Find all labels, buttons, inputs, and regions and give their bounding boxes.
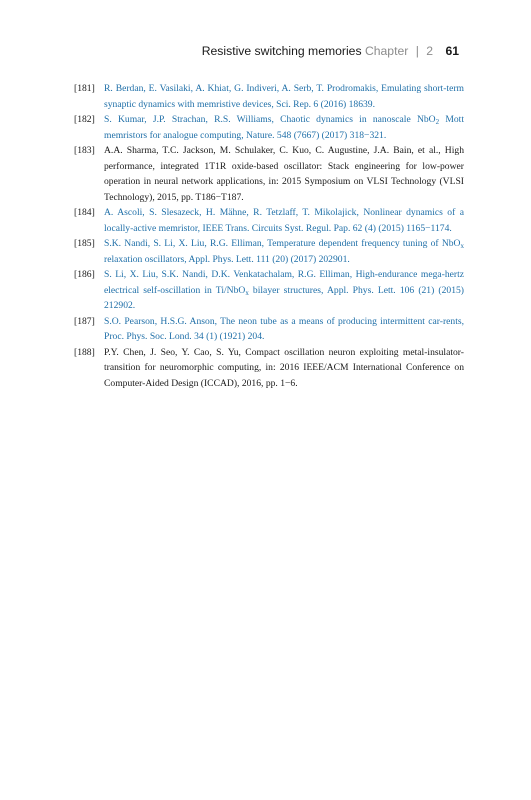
reference-item	[74, 112, 464, 143]
subscript: x	[245, 288, 249, 297]
reference-item	[74, 236, 464, 267]
reference-link[interactable]	[104, 112, 464, 143]
reference-item	[74, 314, 464, 345]
running-title: Resistive switching memories	[201, 44, 362, 58]
running-header	[202, 44, 459, 58]
chapter-number: 2	[426, 44, 434, 58]
subscript: 2	[435, 118, 440, 126]
chapter-label: Chapter	[364, 44, 409, 58]
reference-text-segment: S.K. Nandi, S. Li, X. Liu, R.G. Elliman, Temperature dependent frequency tuning of NbO	[104, 238, 461, 249]
reference-number: [188]	[74, 346, 95, 358]
reference-number: [181]	[74, 83, 95, 94]
reference-number: [182]	[74, 114, 95, 125]
header-separator: |	[415, 44, 419, 58]
reference-item	[74, 267, 464, 314]
reference-text-segment: R. Berdan, E. Vasilaki, A. Khiat, G. Indiveri, A. Serb, T. Prodromakis, Emulating short-term synaptic dynamics with memristive devices, Sci. Rep. 6 (2016) 18639.	[104, 83, 464, 110]
reference-text-segment: S. Kumar, J.P. Strachan, R.S. Williams, Chaotic dynamics in nanoscale NbO	[104, 114, 436, 125]
reference-text	[104, 143, 464, 205]
reference-text-segment: relaxation oscillators, Appl. Phys. Lett. 111 (20) (2017) 202901.	[104, 253, 350, 265]
reference-text-segment: bilayer structures, Appl. Phys. Lett. 106 (21) (2015) 212902.	[104, 284, 464, 311]
reference-text-segment: P.Y. Chen, J. Seo, Y. Cao, S. Yu, Compact oscillation neuron exploiting metal-insulator-transition for neuromorphic computing, in: 2016 IEEE/ACM International Conference on Computer-Aided Design (ICCAD), 2016, pp. 1−6.	[104, 346, 464, 389]
reference-link[interactable]	[104, 314, 464, 345]
reference-number: [186]	[74, 269, 95, 280]
reference-item	[74, 345, 464, 392]
reference-number: [184]	[74, 207, 95, 218]
reference-item	[74, 205, 464, 236]
reference-list	[74, 81, 464, 391]
reference-text-segment: S.O. Pearson, H.S.G. Anson, The neon tube as a means of producing intermittent car-rents, Proc. Phys. Soc. Lond. 34 (1) (1921) 204.	[104, 315, 464, 342]
reference-item	[74, 143, 464, 205]
reference-number: [183]	[74, 145, 95, 156]
reference-item	[74, 81, 464, 112]
reference-text-segment: S. Li, X. Liu, S.K. Nandi, D.K. Venkatachalam, R.G. Elliman, High-endurance mega-hertz electrical self-oscillation in Ti/NbO	[104, 269, 464, 296]
reference-link[interactable]	[104, 205, 464, 236]
reference-number: [187]	[74, 315, 95, 327]
subscript: x	[460, 242, 464, 250]
reference-link[interactable]	[104, 267, 464, 314]
reference-link[interactable]	[104, 236, 464, 267]
page-number: 61	[445, 44, 459, 58]
reference-text-segment: A. Ascoli, S. Slesazeck, H. Mähne, R. Tetzlaff, T. Mikolajick, Nonlinear dynamics of a locally-active memristor, IEEE Trans. Circuits Syst. Regul. Pap. 62 (4) (2015) 1165−1174.	[104, 207, 464, 234]
reference-link[interactable]	[104, 81, 464, 112]
reference-number: [185]	[74, 238, 95, 249]
reference-text-segment: A.A. Sharma, T.C. Jackson, M. Schulaker, C. Kuo, C. Augustine, J.A. Bain, et al., High performance, integrated 1T1R oxide-based oscillator: Stack engineering for low-power operation in neural network applications, in: 2015 Symposium on VLSI Technology (VLSI Technology), 2015, pp. T186−T187.	[104, 145, 464, 203]
reference-text	[104, 345, 464, 392]
reference-text-segment: Mott memristors for analogue computing, Nature. 548 (7667) (2017) 318−321.	[104, 114, 464, 141]
